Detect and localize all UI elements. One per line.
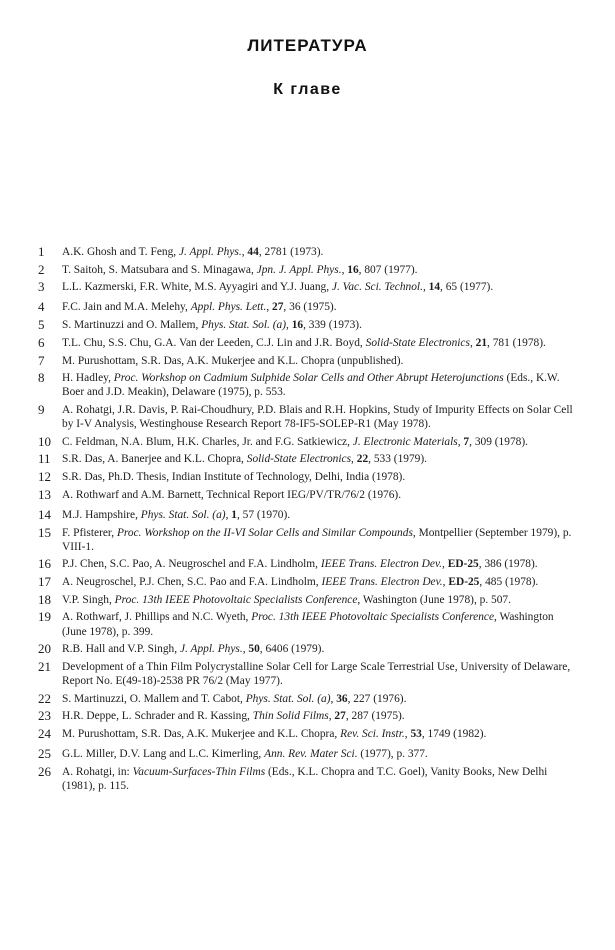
reference-number: 18 (38, 591, 51, 607)
reference-number: 6 (38, 334, 45, 350)
reference-item (38, 354, 574, 368)
reference-item (38, 263, 574, 277)
reference-item (38, 727, 574, 741)
reference-number: 2 (38, 261, 45, 277)
reference-item (38, 470, 574, 484)
reference-text: R.B. Hall and V.P. Singh, J. Appl. Phys., 50, 6406 (1979). (62, 643, 325, 656)
reference-number: 21 (38, 658, 51, 674)
reference-text: S. Martinuzzi and O. Mallem, Phys. Stat. Sol. (a), 16, 339 (1973). (62, 319, 362, 332)
reference-text: M.J. Hampshire, Phys. Stat. Sol. (a), 1, 57 (1970). (62, 508, 291, 521)
reference-text: A. Rothwarf and A.M. Barnett, Technical Report IEG/PV/TR/76/2 (1976). (62, 488, 402, 501)
reference-number: 22 (38, 690, 51, 706)
reference-text: V.P. Singh, Proc. 13th IEEE Photovoltaic Specialists Conference, Washington (June 1978), p. 507. (62, 593, 511, 606)
reference-number: 23 (38, 708, 51, 724)
reference-item (38, 610, 574, 638)
reference-number: 8 (38, 370, 45, 386)
reference-item (38, 280, 574, 294)
reference-number: 10 (38, 433, 51, 449)
reference-text: G.L. Miller, D.V. Lang and L.C. Kimerling, Ann. Rev. Mater Sci. (1977), p. 377. (62, 748, 428, 761)
reference-number: 26 (38, 763, 51, 779)
page-title: ЛИТЕРАТУРА (247, 36, 368, 55)
reference-number: 19 (38, 609, 51, 625)
reference-text: L.L. Kazmerski, F.R. White, M.S. Ayyagiri and Y.J. Juang, J. Vac. Sci. Technol., 14, 65 (1977). (62, 281, 494, 294)
reference-item (38, 300, 574, 314)
reference-item (38, 692, 574, 706)
reference-item (38, 245, 574, 259)
reference-number: 1 (38, 244, 45, 259)
reference-item (38, 318, 574, 332)
reference-number: 11 (38, 451, 51, 467)
reference-text: H. Hadley, Proc. Workshop on Cadmium Sulphide Solar Cells and Other Abrupt Heterojunctions (Eds., K.W. Boer and J.D. Meakin), Delaware (1975), p. 553. (62, 372, 560, 399)
reference-number: 12 (38, 469, 51, 485)
reference-item (38, 557, 574, 571)
reference-number: 24 (38, 726, 51, 742)
reference-text: S.R. Das, A. Banerjee and K.L. Chopra, Solid-State Electronics, 22, 533 (1979). (62, 453, 427, 466)
reference-number: 4 (38, 299, 45, 315)
reference-text: A.K. Ghosh and T. Feng, J. Appl. Phys., 44, 2781 (1973). (62, 246, 324, 258)
reference-text: P.J. Chen, S.C. Pao, A. Neugroschel and F.A. Lindholm, IEEE Trans. Electron Dev., ED-25, 386 (1978). (62, 558, 538, 571)
reference-number: 3 (38, 279, 45, 295)
reference-number: 9 (38, 402, 45, 417)
reference-number: 25 (38, 746, 51, 762)
reference-text: H.R. Deppe, L. Schrader and R. Kassing, Thin Solid Films, 27, 287 (1975). (62, 710, 405, 723)
reference-text: T. Saitoh, S. Matsubara and S. Minagawa, Jpn. J. Appl. Phys., 16, 807 (1977). (62, 263, 418, 276)
reference-text: C. Feldman, N.A. Blum, H.K. Charles, Jr. and F.G. Satkiewicz, J. Electronic Materials, 7, 309 (1978). (62, 435, 528, 448)
reference-text: A. Rothwarf, J. Phillips and N.C. Wyeth, Proc. 13th IEEE Photovoltaic Specialists Conference, Washington (June 1978), p. 399. (62, 611, 554, 638)
reference-item (38, 747, 574, 761)
reference-item (38, 526, 574, 554)
reference-item (38, 452, 574, 466)
reference-item (38, 435, 574, 449)
chapter-subtitle: К главе (273, 81, 342, 98)
reference-text: A. Rohatgi, J.R. Davis, P. Rai-Choudhury, P.D. Blais and R.H. Hopkins, Study of Impurity Effects on Solar Cell by I-V Analysis, Westinghouse Research Report 78-IF5-SOLEP-R1 (May 1978). (62, 404, 573, 431)
reference-item (38, 575, 574, 589)
reference-item (38, 371, 574, 399)
reference-number: 14 (38, 506, 51, 522)
reference-number: 13 (38, 486, 51, 502)
reference-item (38, 709, 574, 723)
reference-item (38, 642, 574, 656)
reference-number: 7 (38, 352, 45, 368)
reference-item (38, 336, 574, 350)
reference-item (38, 660, 574, 688)
reference-number: 16 (38, 556, 51, 572)
reference-number: 17 (38, 574, 51, 590)
reference-item (38, 488, 574, 502)
reference-text: A. Rohatgi, in: Vacuum-Surfaces-Thin Films (Eds., K.L. Chopra and T.C. Goel), Vanity Books, New Delhi (1981), p. 115. (62, 765, 548, 792)
reference-text: S.R. Das, Ph.D. Thesis, Indian Institute of Technology, Delhi, India (1978). (62, 471, 406, 484)
reference-number: 20 (38, 641, 51, 657)
reference-item (38, 765, 574, 793)
reference-text: S. Martinuzzi, O. Mallem and T. Cabot, Phys. Stat. Sol. (a), 36, 227 (1976). (62, 692, 407, 705)
reference-text: T.L. Chu, S.S. Chu, G.A. Van der Leeden, C.J. Lin and J.R. Boyd, Solid-State Electronics, 21, 781 (1978). (62, 336, 546, 349)
reference-text: M. Purushottam, S.R. Das, A.K. Mukerjee and K.L. Chopra, Rev. Sci. Instr., 53, 1749 (1982). (62, 728, 487, 741)
reference-item (38, 593, 574, 607)
reference-item (38, 508, 574, 522)
reference-number: 15 (38, 524, 51, 540)
reference-text: Development of a Thin Film Polycrystalline Solar Cell for Large Scale Terrestrial Use, University of Delaware, Report No. E(49-18)-2538 PR 76/2 (May 1977). (62, 660, 571, 688)
reference-list (38, 245, 574, 797)
reference-text: F.C. Jain and M.A. Melehy, Appl. Phys. Lett., 27, 36 (1975). (62, 301, 337, 314)
reference-text: A. Neugroschel, P.J. Chen, S.C. Pao and F.A. Lindholm, IEEE Trans. Electron Dev., ED-25, 485 (1978). (62, 576, 539, 589)
reference-text: F. Pfisterer, Proc. Workshop on the II-VI Solar Cells and Similar Compounds, Montpellier (September 1979), p. VIII-1. (62, 526, 572, 553)
reference-number: 5 (38, 317, 45, 333)
reference-item (38, 403, 574, 431)
reference-text: M. Purushottam, S.R. Das, A.K. Mukerjee and K.L. Chopra (unpublished). (62, 354, 404, 367)
